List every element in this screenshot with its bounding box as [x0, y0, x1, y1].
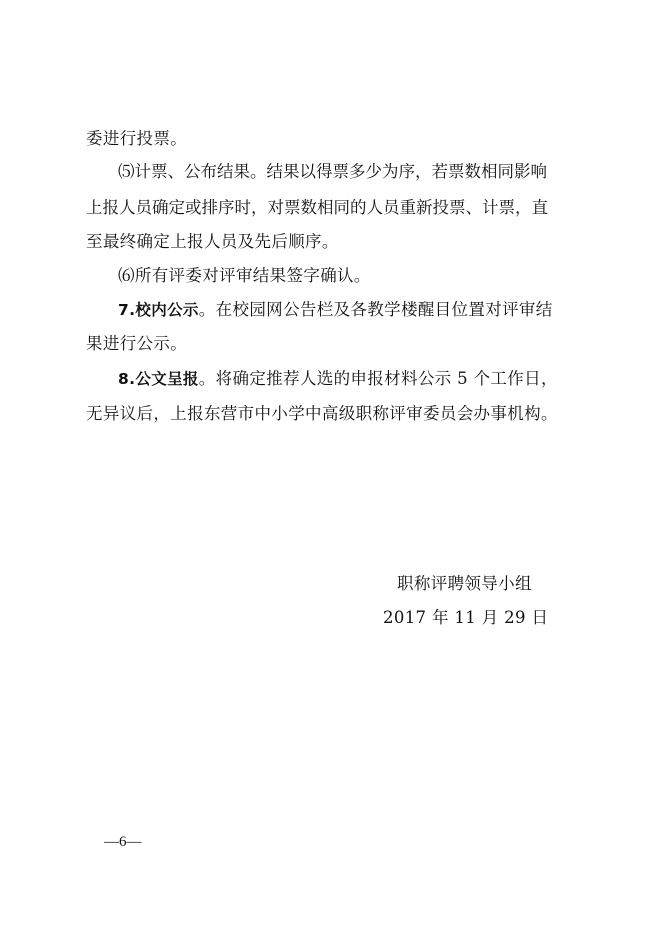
- text-content: 至最终确定上报人员及先后顺序。: [86, 232, 339, 251]
- text-content: ⑸计票、公布结果。结果以得票多少为序，若票数相同影响: [118, 162, 547, 181]
- page-number: —6—: [104, 834, 142, 850]
- text-content: 果进行公示。: [86, 334, 188, 353]
- paragraph-8-line-1: [118, 368, 580, 390]
- section-heading: 7.校内公示: [118, 301, 199, 319]
- text-line-1: [86, 128, 580, 150]
- paragraph-8-line-2: [86, 403, 580, 425]
- signature-date: 2017 年 11 月 29 日: [383, 608, 549, 627]
- text-content: 无异议后，上报东营市中小学中高级职称评审委员会办事机构。: [86, 404, 558, 423]
- text-content: 。在校园网公告栏及各教学楼醒目位置对评审结: [198, 300, 553, 319]
- paragraph-7-line-2: [86, 333, 580, 355]
- section-heading: 8.公文呈报: [118, 370, 199, 388]
- paragraph-5-line-3: [86, 231, 580, 253]
- text-content: 上报人员确定或排序时，对票数相同的人员重新投票、计票，直: [86, 198, 548, 217]
- text-content: 。将确定推荐人选的申报材料公示 5 个工作日，: [198, 369, 558, 388]
- text-content: 委进行投票。: [86, 129, 188, 148]
- signature-organization: 职称评聘领导小组: [397, 574, 532, 593]
- paragraph-6-line-1: [118, 265, 612, 287]
- text-content: ⑹所有评委对评审结果签字确认。: [118, 266, 371, 285]
- paragraph-7-line-1: [118, 299, 580, 321]
- paragraph-5-line-1: [118, 161, 580, 183]
- paragraph-5-line-2: [86, 197, 580, 219]
